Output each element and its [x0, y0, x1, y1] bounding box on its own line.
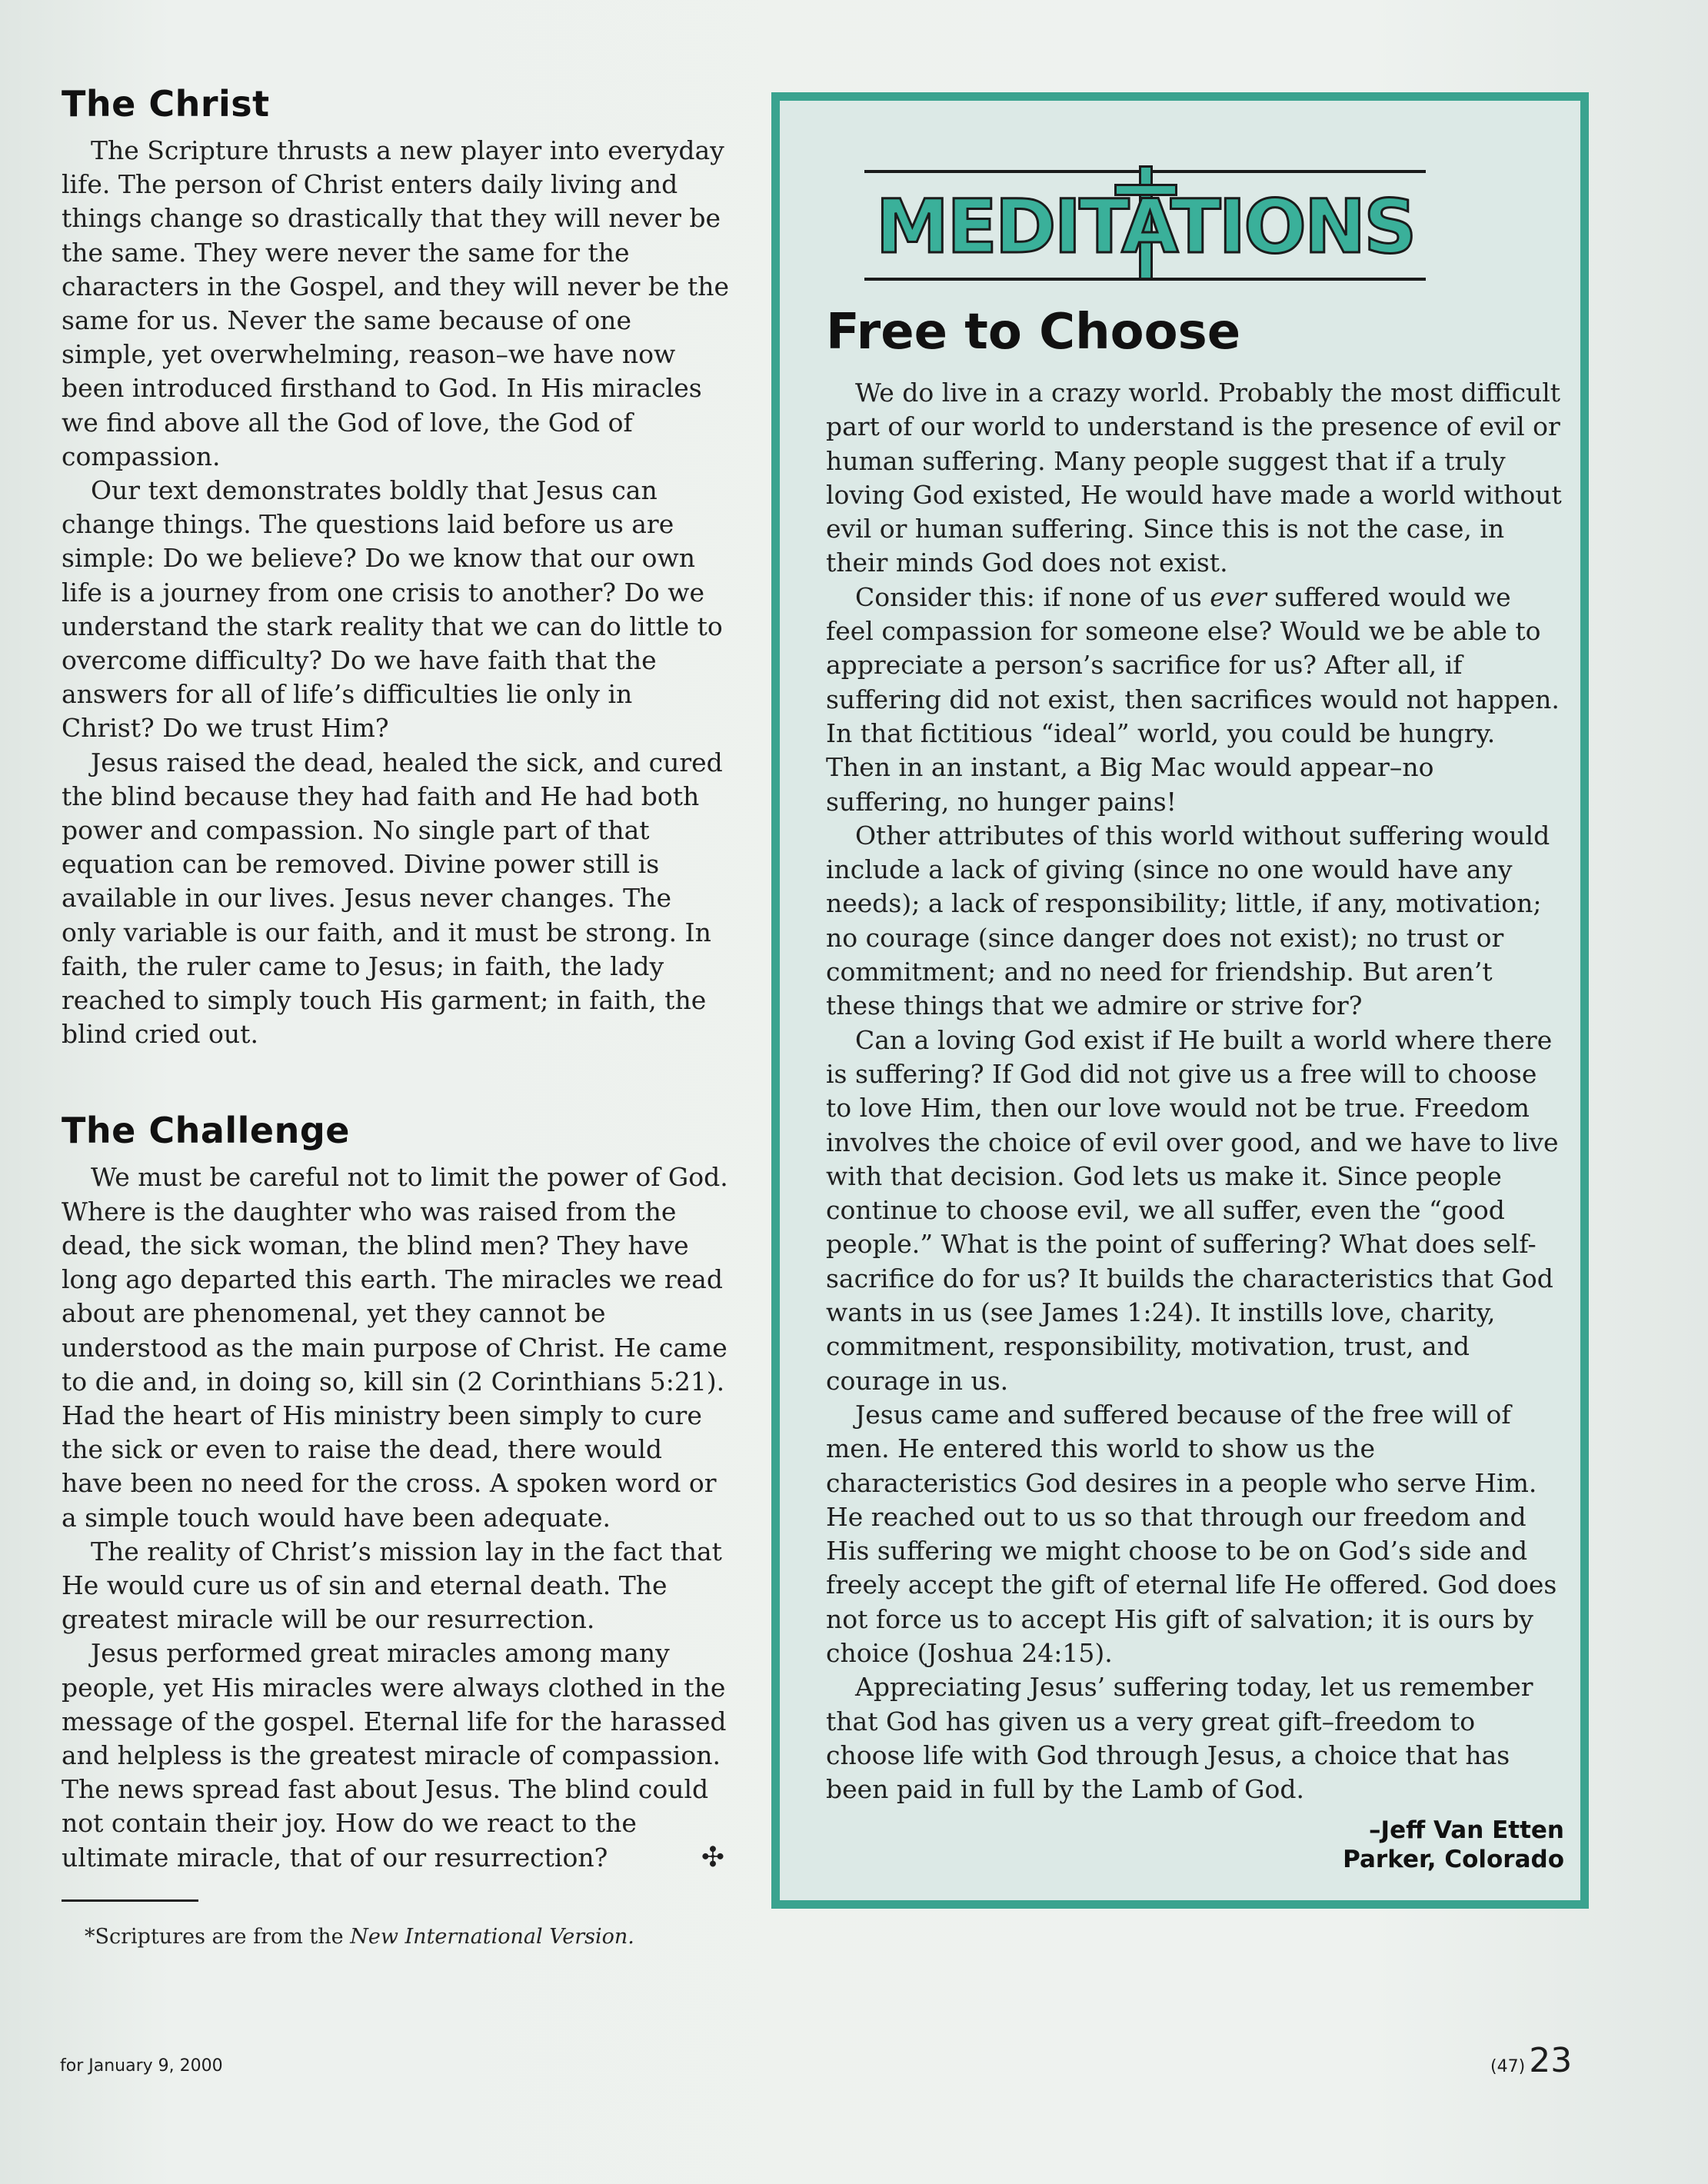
footnote-rule [62, 1899, 198, 1902]
challenge-paragraph-3-text: Jesus performed great miracles among many people, yet His miracles were always clothed in the message of the gospel. Eternal life for the harassed and helpless is the greatest miracle of compassion. The news spread fast about Jesus. The blind could not contain their joy. How do we react to the ultimate miracle, that of our resurrection? [62, 1638, 727, 1873]
meditations-logo [864, 170, 1426, 301]
page-number [1490, 2041, 1572, 2080]
meditation-p2-italic: ever [1210, 581, 1267, 612]
challenge-paragraph-3 [62, 1636, 731, 1874]
meditations-content [826, 170, 1564, 1874]
meditation-paragraph-2 [826, 581, 1564, 819]
page-number-main: 23 [1529, 2041, 1573, 2080]
author-name: –Jeff Van Etten [1369, 1816, 1564, 1845]
end-mark-icon: ✣ [701, 1841, 724, 1873]
footnote [85, 1925, 731, 1949]
left-column [62, 83, 731, 1949]
heading-the-challenge: The Challenge [62, 1110, 350, 1152]
footer-date: for January 9, 2000 [60, 2056, 223, 2076]
footnote-version: New International Version. [350, 1924, 634, 1949]
meditation-paragraph-6: Appreciating Jesus’ suffering today, let us remember that God has given us a very great gift–freedom to choose life with God through Jesus, a choice that has been paid in full by the Lamb of God. [826, 1672, 1533, 1805]
heading-the-christ: The Christ [62, 83, 270, 125]
challenge-paragraph-1: We must be careful not to limit the power of God. Where is the daughter who was raised from the dead, the sick woman, the blind men? They have long ago departed this earth. The miracles we read about are phenomenal, yet they cannot be understood as the main purpose of Christ. He came to die and, in doing so, kill sin (2 Corinthians 5:21). Had the heart of His ministry been simply to cure the sick or even to raise the dead, there would have been no need for the cross. A spoken word or a simple touch would have been adequate. [62, 1162, 728, 1533]
byline [826, 1816, 1564, 1874]
author-location: Parker, Colorado [1343, 1846, 1564, 1874]
logo-bottom-rule [864, 278, 1426, 281]
page-number-small: (47) [1490, 2057, 1526, 2076]
meditation-paragraph-3: Other attributes of this world without suffering would include a lack of giving (since no one would have any needs); a lack of responsibility; little, if any, motivation; no courage (since danger does not exist); no trust or commitment; and no need for friendship. But aren’t these things that we admire or strive for? [826, 820, 1550, 1021]
meditation-p2-after: suffered would we feel compassion for someone else? Would we be able to appreciate a person’s sacrifice for us? After all, if suffering did not exist, then sacrifices would not happen. In that fictitious “ideal” world, you could be hungry. Then in an instant, a Big Mac would appear–no suffering, no hunger pains! [826, 581, 1560, 817]
meditation-paragraph-4: Can a loving God exist if He built a world where there is suffering? If God did not give us a free will to choose to love Him, then our love would not be true. Freedom involves the choice of evil over good, and we have to live with that decision. God lets us make it. Since people continue to choose evil, we all suffer, even the “good people.” What is the point of suffering? What does self-sacrifice do for us? It builds the characteristics that God wants in us (see James 1:24). It instills love, charity, commitment, responsibility, motivation, trust, and courage in us. [826, 1024, 1559, 1396]
meditation-title: Free to Choose [826, 304, 1241, 361]
meditation-paragraph-5: Jesus came and suffered because of the free will of men. He entered this world to show us the characteristics God desires in a people who serve Him. He reached out to us so that through our freedom and His suffering we might choose to be on God’s side and freely accept the gift of eternal life He offered. God does not force us to accept His gift of salvation; it is ours by choice (Joshua 24:15). [826, 1399, 1557, 1668]
christ-paragraph-3: Jesus raised the dead, healed the sick, and cured the blind because they had faith and He had both power and compassion. No single part of that equation can be removed. Divine power still is available in our lives. Jesus never changes. The only variable is our faith, and it must be strong. In faith, the ruler came to Jesus; in faith, the lady reached to simply touch His garment; in faith, the blind cried out. [62, 747, 723, 1050]
challenge-section [62, 1110, 731, 1874]
meditation-paragraph-1: We do live in a crazy world. Probably the most difficult part of our world to understand is the presence of evil or human suffering. Many people suggest that if a truly loving God existed, He would have made a world without evil or human suffering. Since this is not the case, in their minds God does not exist. [826, 378, 1562, 578]
footnote-prefix: *Scriptures are from the [85, 1924, 351, 1949]
logo-text: MEDITATIONS [875, 184, 1415, 270]
christ-paragraph-1: The Scripture thrusts a new player into everyday life. The person of Christ enters daily living and things change so drastically that they will never be the same. They were never the same for the characters in the Gospel, and they will never be the same for us. Never the same because of one simple, yet overwhelming, reason–we have now been introduced firsthand to God. In His miracles we find above all the God of love, the God of compassion. [62, 135, 730, 471]
meditation-p2-before: Consider this: if none of us [855, 581, 1210, 612]
christ-paragraph-2: Our text demonstrates boldly that Jesus can change things. The questions laid before us are simple: Do we believe? Do we know that our own life is a journey from one crisis to another? Do we understand the stark reality that we can do little to overcome difficulty? Do we have faith that the answers for all of life’s difficulties lie only in Christ? Do we trust Him? [62, 475, 723, 744]
meditations-box [771, 92, 1589, 1909]
challenge-paragraph-2: The reality of Christ’s mission lay in the fact that He would cure us of sin and eternal death. The greatest miracle will be our resurrection. [62, 1536, 722, 1635]
